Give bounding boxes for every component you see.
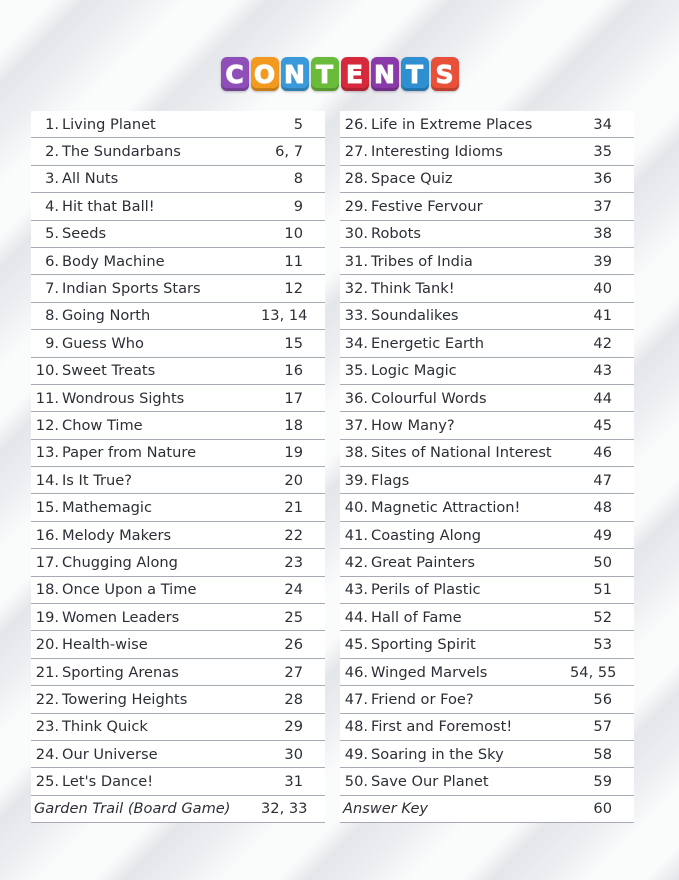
contents-entry — [31, 604, 325, 631]
entry-page: 56 — [593, 690, 612, 708]
entry-number: 30. — [344, 225, 368, 243]
entry-number: 49. — [344, 745, 368, 763]
entry-number: 26. — [344, 115, 368, 133]
entry-page: 44 — [593, 389, 612, 407]
entry-number: 4. — [45, 197, 59, 215]
entry-number: 43. — [344, 581, 368, 599]
entry-number: 14. — [35, 471, 59, 489]
title-letter: O — [253, 59, 276, 89]
entry-title: Sites of National Interest — [371, 444, 552, 462]
entry-number: 29. — [344, 197, 368, 215]
title-letter-tile — [371, 57, 399, 91]
contents-entry — [340, 193, 634, 220]
entry-title: Interesting Idioms — [371, 143, 503, 161]
entry-number: 24. — [35, 745, 59, 763]
entry-number: 47. — [344, 690, 368, 708]
entry-page: 18 — [284, 416, 303, 434]
entry-number: 7. — [45, 280, 59, 298]
contents-entry — [31, 221, 325, 248]
entry-number: 38. — [344, 444, 368, 462]
entry-title: Guess Who — [62, 334, 144, 352]
entry-title: Wondrous Sights — [62, 389, 185, 407]
contents-entry — [340, 522, 634, 549]
entry-page: 37 — [593, 197, 612, 215]
entry-page: 53 — [593, 636, 612, 654]
entry-title: Winged Marvels — [371, 663, 488, 681]
entry-number: 46. — [344, 663, 368, 681]
entry-page: 38 — [593, 225, 612, 243]
entry-number: 17. — [35, 553, 59, 571]
title-letter: C — [225, 59, 244, 89]
entry-page: 15 — [284, 334, 303, 352]
contents-entry — [340, 714, 634, 741]
entry-page: 12 — [284, 280, 303, 298]
contents-entry — [340, 440, 634, 467]
entry-number: 36. — [344, 389, 368, 407]
contents-column-right — [340, 111, 634, 823]
entry-number: 11. — [35, 389, 59, 407]
entry-title: Sporting Arenas — [62, 663, 179, 681]
entry-number: 9. — [45, 334, 59, 352]
entry-page: 34 — [593, 115, 612, 133]
contents-entry — [31, 467, 325, 494]
entry-page: 58 — [593, 745, 612, 763]
entry-title: Indian Sports Stars — [62, 280, 201, 298]
entry-number: 1. — [45, 115, 59, 133]
entry-title: Space Quiz — [371, 170, 453, 188]
entry-number: 3. — [45, 170, 59, 188]
contents-entry — [31, 111, 325, 138]
entry-page: 11 — [284, 252, 303, 270]
entry-page: 36 — [593, 170, 612, 188]
entry-number: 19. — [35, 608, 59, 626]
entry-title: Coasting Along — [371, 526, 482, 544]
title-letter-tile — [221, 57, 249, 91]
entry-title: Sporting Spirit — [371, 636, 476, 654]
entry-title: Garden Trail (Board Game) — [34, 800, 231, 818]
entry-page: 54, 55 — [570, 663, 617, 681]
entry-page: 49 — [593, 526, 612, 544]
entry-title: Living Planet — [62, 115, 156, 133]
entry-title: Soundalikes — [371, 307, 459, 325]
title-letter: N — [374, 59, 395, 89]
contents-entry — [31, 193, 325, 220]
contents-entry — [340, 166, 634, 193]
entry-title: Tribes of India — [371, 252, 473, 270]
contents-entry — [31, 385, 325, 412]
contents-entry — [340, 686, 634, 713]
entry-title: How Many? — [371, 416, 455, 434]
entry-number: 31. — [344, 252, 368, 270]
entry-page: 59 — [593, 773, 612, 791]
contents-entry — [31, 358, 325, 385]
entry-page: 51 — [593, 581, 612, 599]
title-letter-tile — [401, 57, 429, 91]
contents-entry — [340, 358, 634, 385]
entry-page: 48 — [593, 499, 612, 517]
title-letter: S — [435, 59, 454, 89]
entry-number: 27. — [344, 143, 368, 161]
entry-number: 50. — [344, 773, 368, 791]
title-letter-tile — [281, 57, 309, 91]
entry-page: 60 — [593, 800, 612, 818]
entry-page: 50 — [593, 553, 612, 571]
contents-entry — [340, 330, 634, 357]
entry-title: Great Painters — [371, 553, 475, 571]
contents-entry — [340, 467, 634, 494]
entry-number: 40. — [344, 499, 368, 517]
entry-page: 27 — [284, 663, 303, 681]
entry-page: 13, 14 — [261, 307, 308, 325]
entry-title: Logic Magic — [371, 362, 457, 380]
entry-number: 25. — [35, 773, 59, 791]
title-letter: N — [284, 59, 305, 89]
contents-entry — [31, 440, 325, 467]
contents-entry — [31, 549, 325, 576]
entry-number: 33. — [344, 307, 368, 325]
contents-entry — [340, 412, 634, 439]
entry-title: Magnetic Attraction! — [371, 499, 521, 517]
entry-title: Body Machine — [62, 252, 165, 270]
contents-entry — [31, 631, 325, 658]
entry-page: 42 — [593, 334, 612, 352]
contents-entry — [340, 248, 634, 275]
entry-number: 22. — [35, 690, 59, 708]
entry-page: 47 — [593, 471, 612, 489]
entry-title: Let's Dance! — [62, 773, 154, 791]
entry-title: Towering Heights — [62, 690, 188, 708]
contents-entry — [340, 631, 634, 658]
entry-title: Soaring in the Sky — [371, 745, 504, 763]
contents-entry — [31, 796, 325, 823]
entry-page: 43 — [593, 362, 612, 380]
contents-entry — [340, 604, 634, 631]
entry-number: 13. — [35, 444, 59, 462]
entry-page: 8 — [293, 170, 303, 188]
entry-number: 23. — [35, 718, 59, 736]
entry-title: Health-wise — [62, 636, 148, 654]
entry-page: 52 — [593, 608, 612, 626]
entry-title: Life in Extreme Places — [371, 115, 533, 133]
entry-number: 34. — [344, 334, 368, 352]
contents-entry — [31, 412, 325, 439]
entry-title: Chow Time — [62, 416, 143, 434]
entry-number: 18. — [35, 581, 59, 599]
entry-number: 10. — [35, 362, 59, 380]
contents-entry — [340, 221, 634, 248]
entry-title: The Sundarbans — [62, 143, 181, 161]
entry-page: 23 — [284, 553, 303, 571]
entry-number: 44. — [344, 608, 368, 626]
entry-number: 42. — [344, 553, 368, 571]
entry-title: Our Universe — [62, 745, 158, 763]
entry-number: 20. — [35, 636, 59, 654]
contents-entry — [31, 714, 325, 741]
entry-number: 45. — [344, 636, 368, 654]
entry-page: 28 — [284, 690, 303, 708]
entry-page: 25 — [284, 608, 303, 626]
contents-entry — [340, 796, 634, 823]
contents-entry — [31, 768, 325, 795]
entry-page: 24 — [284, 581, 303, 599]
entry-number: 39. — [344, 471, 368, 489]
entry-title: Colourful Words — [371, 389, 487, 407]
contents-entry — [31, 303, 325, 330]
entry-page: 5 — [293, 115, 303, 133]
entry-title: All Nuts — [62, 170, 119, 188]
entry-title: Flags — [371, 471, 410, 489]
entry-page: 21 — [284, 499, 303, 517]
entry-number: 15. — [35, 499, 59, 517]
contents-entry — [340, 138, 634, 165]
entry-title: Think Tank! — [371, 280, 455, 298]
entry-number: 28. — [344, 170, 368, 188]
entry-title: Save Our Planet — [371, 773, 489, 791]
entry-page: 39 — [593, 252, 612, 270]
entry-page: 35 — [593, 143, 612, 161]
contents-entry — [340, 741, 634, 768]
entry-number: 32. — [344, 280, 368, 298]
contents-entry — [340, 549, 634, 576]
entry-number: 21. — [35, 663, 59, 681]
entry-number: 37. — [344, 416, 368, 434]
entry-title: First and Foremost! — [371, 718, 513, 736]
entry-page: 20 — [284, 471, 303, 489]
title-letter-tile — [341, 57, 369, 91]
entry-page: 22 — [284, 526, 303, 544]
entry-page: 10 — [284, 225, 303, 243]
contents-entry — [340, 385, 634, 412]
entry-title: Is It True? — [62, 471, 132, 489]
entry-title: Think Quick — [62, 718, 148, 736]
contents-entry — [31, 166, 325, 193]
entry-number: 2. — [45, 143, 59, 161]
entry-number: 48. — [344, 718, 368, 736]
entry-page: 9 — [293, 197, 303, 215]
entry-number: 16. — [35, 526, 59, 544]
contents-entry — [31, 275, 325, 302]
entry-page: 41 — [593, 307, 612, 325]
entry-title: Melody Makers — [62, 526, 172, 544]
title-letter-tile — [251, 57, 279, 91]
entry-title: Sweet Treats — [62, 362, 156, 380]
contents-column-left — [31, 111, 325, 823]
entry-title: Friend or Foe? — [371, 690, 474, 708]
entry-title: Mathemagic — [62, 499, 152, 517]
entry-page: 40 — [593, 280, 612, 298]
contents-entry — [340, 768, 634, 795]
entry-title: Women Leaders — [62, 608, 180, 626]
title-letter: T — [405, 59, 424, 89]
entry-page: 46 — [593, 444, 612, 462]
contents-entry — [31, 248, 325, 275]
entry-title: Answer Key — [343, 800, 429, 818]
entry-page: 16 — [284, 362, 303, 380]
contents-entry — [31, 494, 325, 521]
entry-title: Festive Fervour — [371, 197, 483, 215]
contents-entry — [340, 577, 634, 604]
entry-number: 41. — [344, 526, 368, 544]
entry-title: Hall of Fame — [371, 608, 462, 626]
entry-page: 31 — [284, 773, 303, 791]
contents-entry — [31, 577, 325, 604]
entry-page: 45 — [593, 416, 612, 434]
entry-number: 8. — [45, 307, 59, 325]
entry-page: 32, 33 — [261, 800, 308, 818]
contents-heading — [0, 57, 679, 91]
contents-entry — [31, 686, 325, 713]
contents-entry — [340, 111, 634, 138]
entry-page: 29 — [284, 718, 303, 736]
contents-entry — [31, 522, 325, 549]
title-letter: T — [315, 59, 334, 89]
entry-title: Chugging Along — [62, 553, 178, 571]
entry-page: 6, 7 — [275, 143, 303, 161]
entry-page: 17 — [284, 389, 303, 407]
entry-title: Going North — [62, 307, 151, 325]
contents-entry — [340, 275, 634, 302]
entry-page: 26 — [284, 636, 303, 654]
entry-number: 6. — [45, 252, 59, 270]
contents-entry — [31, 330, 325, 357]
entry-page: 57 — [593, 718, 612, 736]
title-letter: E — [345, 59, 364, 89]
contents-entry — [340, 303, 634, 330]
contents-entry — [340, 494, 634, 521]
entry-number: 12. — [35, 416, 59, 434]
entry-title: Perils of Plastic — [371, 581, 481, 599]
entry-title: Once Upon a Time — [62, 581, 197, 599]
entry-number: 35. — [344, 362, 368, 380]
title-letter-tile — [431, 57, 459, 91]
contents-entry — [31, 741, 325, 768]
entry-title: Energetic Earth — [371, 334, 485, 352]
entry-page: 19 — [284, 444, 303, 462]
entry-title: Hit that Ball! — [62, 197, 155, 215]
entry-title: Paper from Nature — [62, 444, 197, 462]
entry-title: Robots — [371, 225, 421, 243]
contents-entry — [340, 659, 634, 686]
contents-entry — [31, 138, 325, 165]
contents-entry — [31, 659, 325, 686]
entry-number: 5. — [45, 225, 59, 243]
entry-page: 30 — [284, 745, 303, 763]
entry-title: Seeds — [62, 225, 107, 243]
title-letter-tile — [311, 57, 339, 91]
